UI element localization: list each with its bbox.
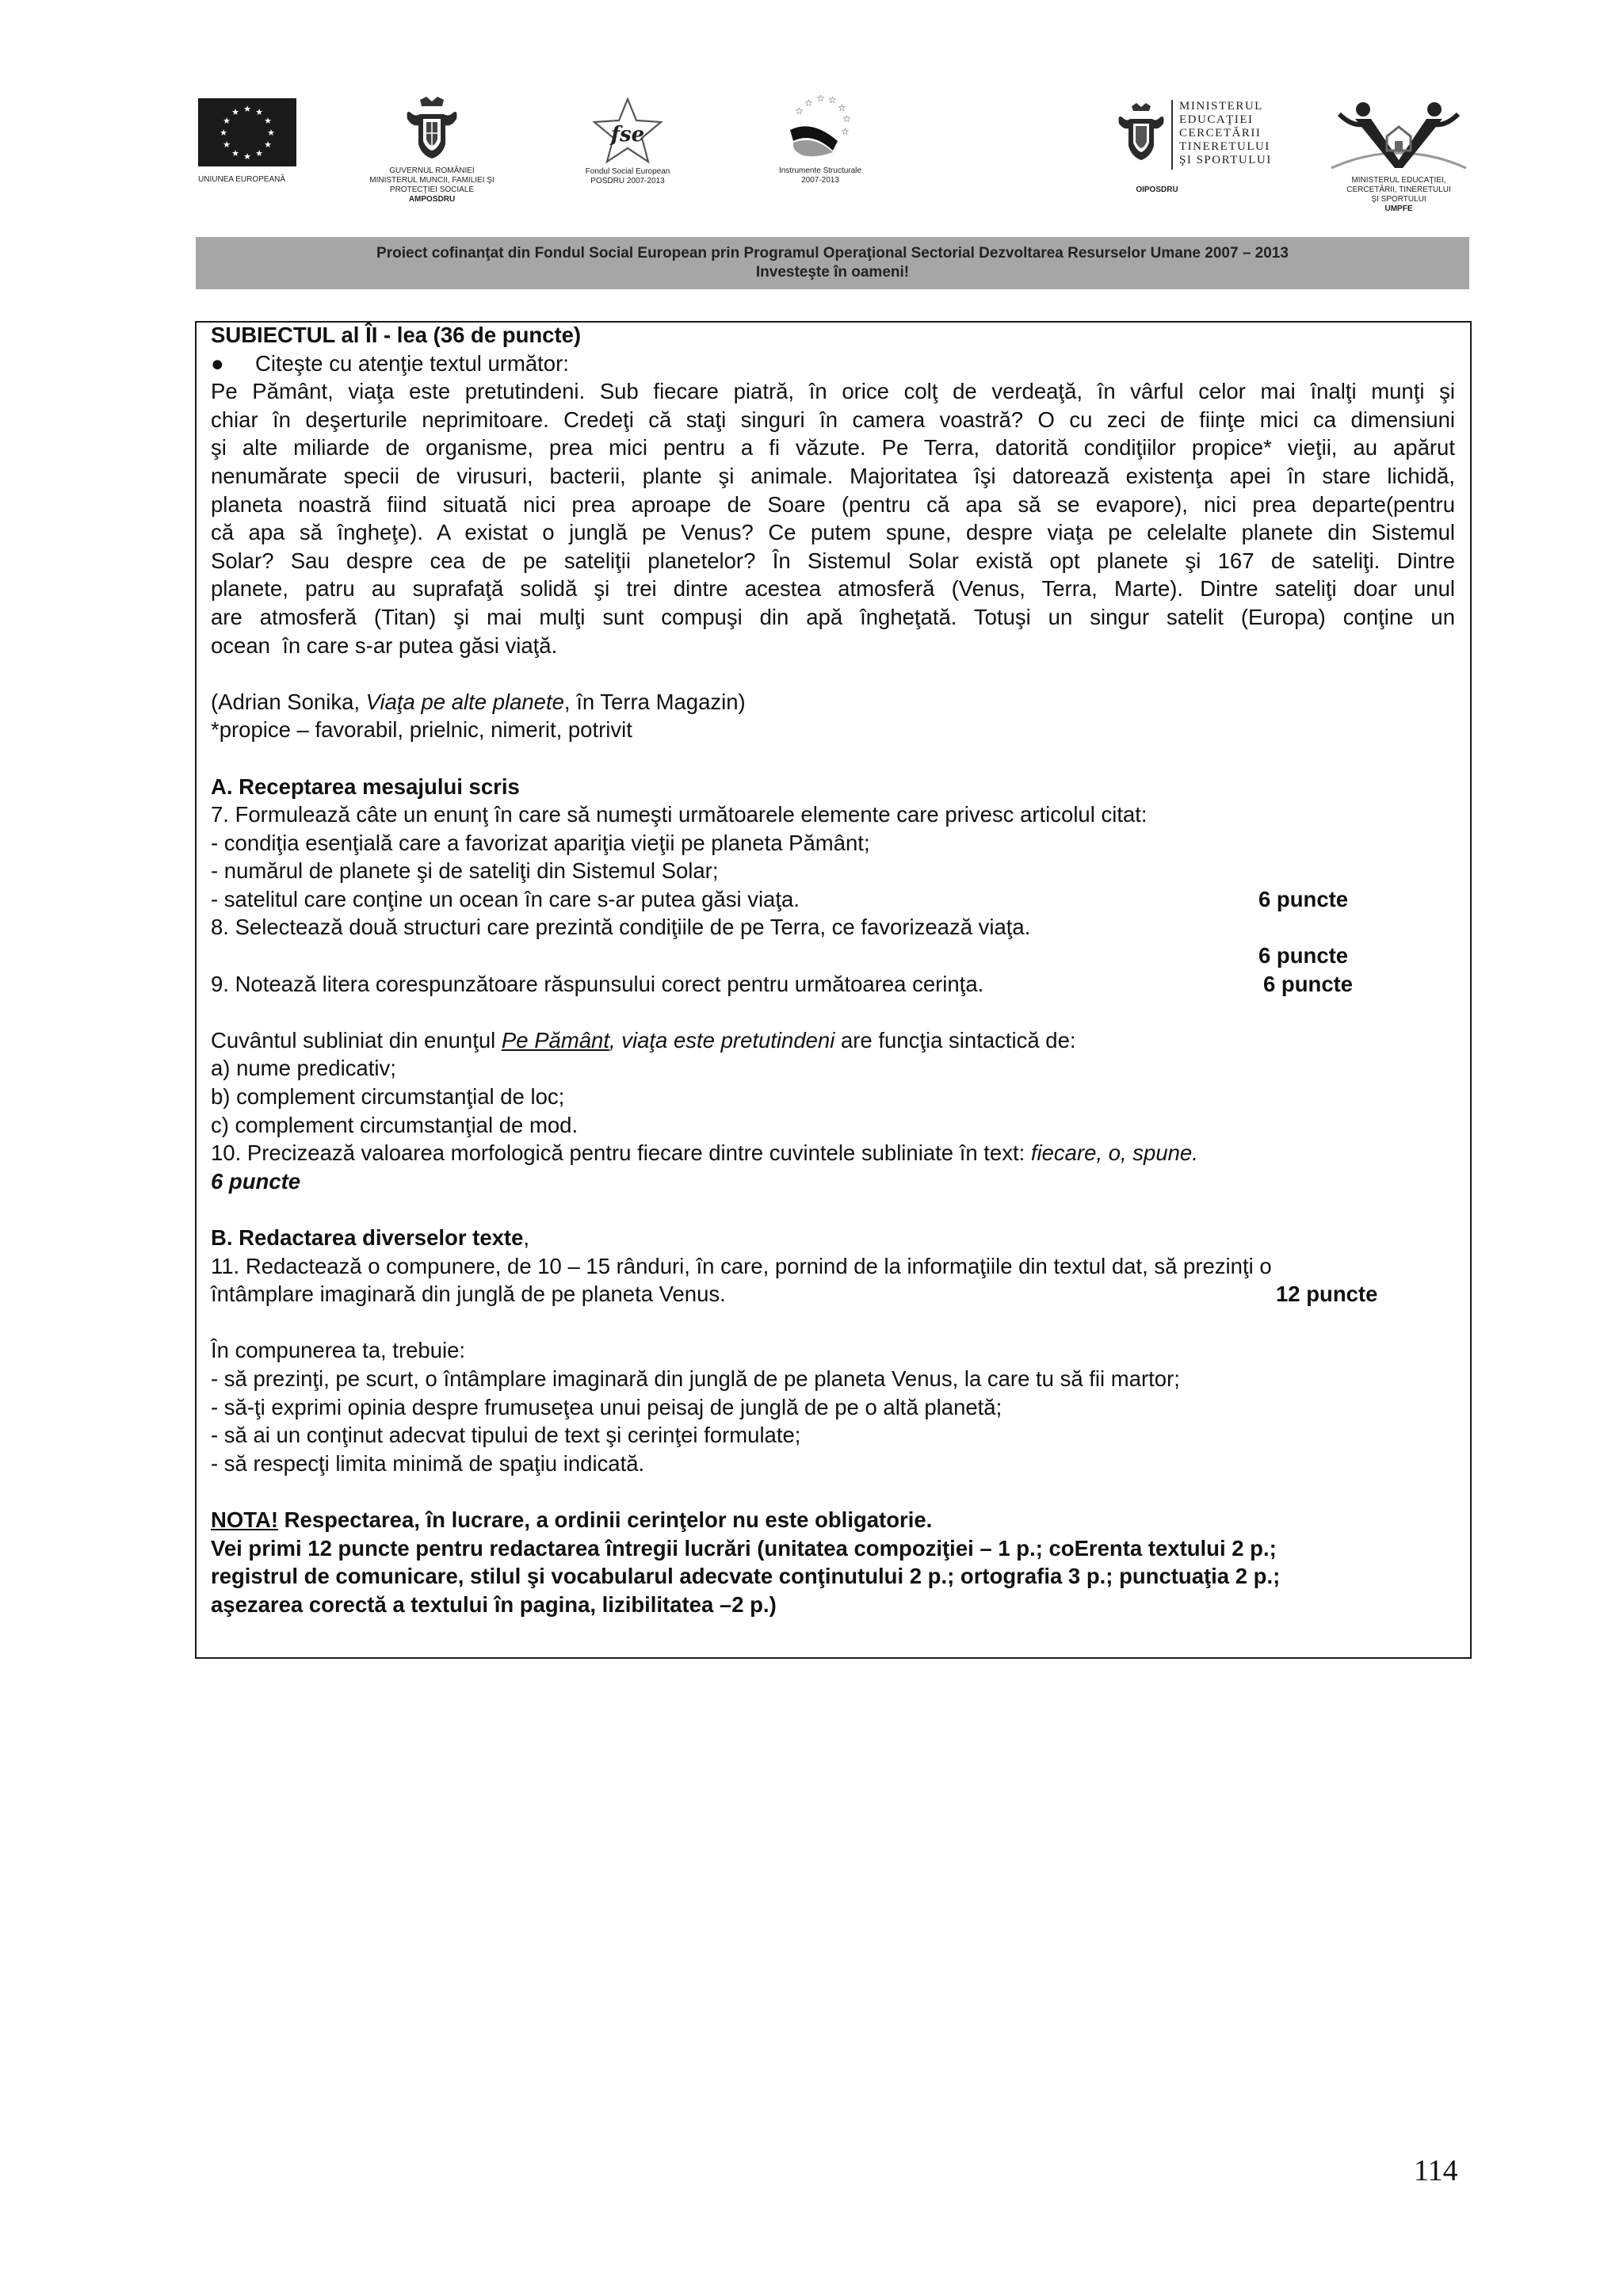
requirement-item: - să respecţi limita minimă de spaţiu indicată. [211,1450,645,1476]
svg-text:☆: ☆ [828,95,837,105]
exam-content [211,321,1455,1618]
grading-line: registrul de comunicare, stilul şi vocabularul adecvate conţinutului 2 p.; ortografia 3 p.; punctuaţia 2 p.; [211,1564,1281,1589]
passage-line: planete, patru au suprafaţă solidă şi trei dintre acestea atmosferă (Venus, Terra, Marte). Dintre sateliţi doar unul [211,576,1455,602]
svg-text:☆: ☆ [841,126,850,137]
ministry-divider [1171,100,1173,170]
svg-text:☆: ☆ [838,102,846,113]
fse-caption: Fondul Social European POSDRU 2007-2013 [585,167,670,185]
passage-line: nenumărate specii de virusuri, bacterii, plante şi animale. Majoritatea îşi datorează existenţa apei în stare lichidă, [211,463,1455,488]
page-number: 114 [1414,2154,1458,2187]
structural-instruments-caption: Instrumente Structurale 2007-2013 [779,166,861,185]
passage-line: Pe Pământ, viaţa este pretutindeni. Sub fiecare piatră, în orice colţ de verdeaţă, în vârful celor mai înalţi munţi şi [211,379,1455,404]
question-7-points: 6 puncte [1258,886,1349,911]
ministry-coat-of-arms-icon [1117,101,1165,165]
grading-line: Vei primi 12 puncte pentru redactarea întregii lucrări (unitatea compoziţiei – 1 p.; coErenta textului 2 p.; [211,1535,1277,1561]
svg-text:★: ★ [223,139,231,150]
question-9-option: b) complement circumstanţial de loc; [211,1084,565,1110]
reading-instruction: ● Citeşte cu atenţie textul următor: [211,350,1455,378]
svg-text:☆: ☆ [795,105,804,117]
structural-instruments-icon [781,95,860,165]
requirement-item: - să-ţi exprimi opinia despre frumuseţea unui peisaj de junglă de pe o altă planetă; [211,1394,1002,1419]
project-banner [196,237,1469,289]
question-8: 8. Selectează două structuri care prezintă condiţiile de pe Terra, ce favorizează viaţa. [211,915,1031,940]
svg-text:☆: ☆ [816,95,825,104]
question-9-option: a) nume predicativ; [211,1056,396,1081]
svg-text:★: ★ [264,116,272,126]
coat-of-arms-icon [404,95,460,160]
svg-text:★: ★ [231,107,239,117]
section-b-heading: B. Redactarea diverselor texte, [211,1225,530,1250]
question-7: 7. Formulează câte un enunţ în care să numeşti următoarele elemente care privesc articolul citat: [211,802,1148,827]
svg-text:★: ★ [220,128,227,138]
requirements-intro: În compunerea ta, trebuie: [211,1338,466,1363]
passage-line: şi alte miliarde de organisme, prea mici pentru a fi văzute. Pe Terra, datorită condiţiilor propice* vieţii, au apărut [211,435,1455,460]
passage-line: chiar în deşerturile neprimitoare. Credeţi că staţi singuri în camera voastră? O cu zeci de fiinţe mici ca dimensiuni [211,407,1455,432]
passage-line: că apa să îngheţe). A existat o junglă pe Venus? Ce putem spune, despre viaţa pe celelalte planete din Sistemul [211,520,1455,545]
eu-caption: UNIUNEA EUROPEANĂ [198,175,286,184]
svg-text:★: ★ [255,148,263,159]
svg-text:★: ★ [243,151,251,162]
requirement-item: - să prezinţi, pe scurt, o întâmplare imaginară din junglă de pe planeta Venus, la care tu să fii martor; [211,1366,1180,1391]
note: NOTA! Respectarea, în lucrare, a ordinii cerinţelor nu este obligatorie. [211,1507,933,1532]
question-8-points: 6 puncte [1258,943,1349,968]
svg-text:★: ★ [223,116,231,126]
question-9: 9. Notează litera corespunzătoare răspunsului corect pentru următoarea cerinţa. 6 puncte [211,970,1455,999]
question-9-option: c) complement circumstanţial de mod. [211,1112,579,1137]
svg-text:★: ★ [255,107,263,117]
passage-source: (Adrian Sonika, Viaţa pe alte planete, în Terra Magazin) [211,689,746,714]
question-10-points: 6 puncte [211,1168,301,1194]
passage-line: Solar? Sau despre cea de pe sateliţii planetelor? În Sistemul Solar există opt planete şi 167 de sateliţi. Dintre [211,548,1455,573]
eu-flag-icon [198,98,296,166]
question-7-item: - numărul de planete şi de sateliţi din Sistemul Solar; [211,858,719,884]
question-9-stem: Cuvântul subliniat din enunţul Pe Pământ, viaţa este pretutindeni are funcţia sintactică de: [211,1027,1076,1052]
banner-line-2: Investeşte în oameni! [755,264,910,281]
reading-passage [211,377,1455,659]
banner-line-1: Proiect cofinanţat din Fondul Social European prin Programul Operaţional Sectorial Dezvoltarea Resurselor Umane 2007 – 2013 [376,245,1289,262]
government-logo [349,95,515,204]
question-7-item-last: - satelitul care conţine un ocean în care s-ar putea găsi viaţa. 6 puncte [211,885,1455,914]
grading-line: aşezarea corectă a textului în pagina, lizibilitatea –2 p.) [211,1591,777,1617]
ministry-caption: OIPOSDRU [1136,185,1178,194]
question-11-points: 12 puncte [1276,1282,1378,1307]
section-a-heading: A. Receptarea mesajului scris [211,774,520,799]
question-9-points: 6 puncte [1263,971,1354,996]
svg-text:★: ★ [267,128,275,138]
question-7-item: - condiţia esenţială care a favorizat apariţia vieţii pe planeta Pământ; [211,830,870,855]
svg-text:☆: ☆ [804,97,813,109]
ministry-wordmark: MINISTERUL EDUCAŢIEI CERCETĂRII TINERETULUI ŞI SPORTULUI [1179,100,1272,166]
requirement-item: - să ai un conţinut adecvat tipului de text şi cerinţei formulate; [211,1423,801,1448]
svg-text:★: ★ [243,104,251,114]
logo-strip [0,0,1623,230]
note-label: NOTA! [211,1507,279,1532]
svg-text:fse: fse [610,123,645,147]
question-11-line-2: întâmplare imaginară din junglă de pe planeta Venus. 12 puncte [211,1280,1455,1308]
question-10: 10. Precizează valoarea morfologică pentru fiecare dintre cuvintele subliniate în text: fiecare, o, spune. [211,1140,1198,1166]
question-11: 11. Redactează o compunere, de 10 – 15 rânduri, în care, pornind de la informaţiile din textul dat, să prezinţi o [211,1253,1272,1278]
passage-footnote: *propice – favorabil, prielnic, nimerit, potrivit [211,717,632,743]
svg-text:★: ★ [264,139,272,150]
question-8-points-row [211,942,1455,970]
structural-instruments-logo [761,95,880,185]
bullet-icon: ● [211,350,224,376]
passage-line: are atmosferă (Titan) şi mai mulţi sunt compuşi din apă îngheţată. Totuşi un singur satelit (Europa) conţine un [211,604,1455,629]
svg-text:☆: ☆ [842,113,851,124]
subject-title: SUBIECTUL al ÎI - lea (36 de puncte) [211,323,582,347]
umpfe-emblem-icon [1323,98,1474,170]
passage-line-last: ocean în care s-ar putea găsi viaţă. [211,632,558,658]
fse-logo [572,97,683,186]
umpfe-logo [1308,98,1490,214]
umpfe-caption: MINISTERUL EDUCAŢIEI, CERCETĂRII, TINERETULUI ŞI SPORTULUI UMPFE [1346,176,1451,213]
passage-line: planeta noastră fiind situată nici prea aproape de Soare (pentru că apa să se evapore), nici prea departe(pentru [211,491,1455,517]
government-caption: GUVERNUL ROMÂNIEI MINISTERUL MUNCII, FAMILIEI ŞI PROTECŢIEI SOCIALE AMPOSDRU [369,166,495,204]
fse-star-icon [590,97,666,165]
svg-text:★: ★ [231,148,239,159]
